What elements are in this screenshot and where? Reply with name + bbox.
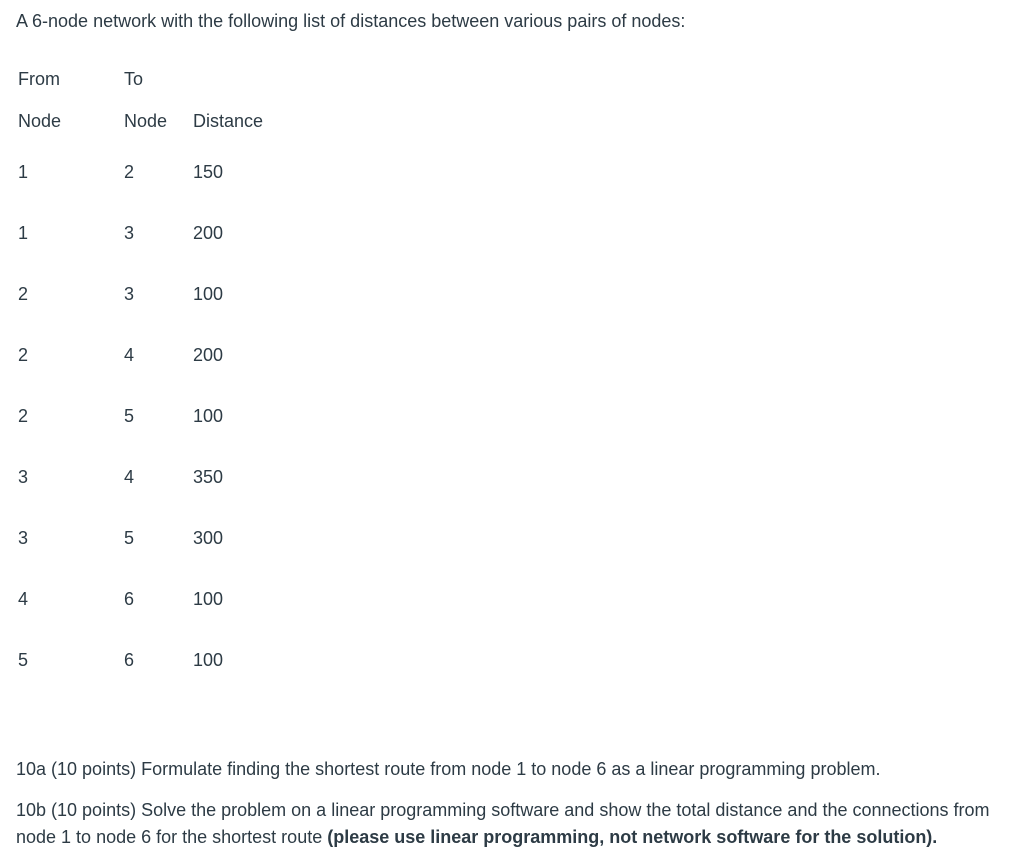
cell-from: 4 (18, 589, 29, 609)
cell-from: 2 (18, 406, 29, 426)
table-header-row-1 (16, 58, 283, 100)
cell-to: 5 (124, 406, 135, 426)
table-row (16, 508, 283, 569)
table-row (16, 386, 283, 447)
header-to: To (124, 68, 144, 89)
cell-distance: 100 (193, 284, 224, 304)
cell-from: 5 (18, 650, 29, 670)
table-row (16, 325, 283, 386)
question-10a: 10a (10 points) Formulate finding the shortest route from node 1 to node 6 as a linear programming problem. (16, 759, 881, 779)
header-to-node: Node (124, 110, 168, 131)
question-10b (16, 797, 1006, 851)
cell-from: 2 (18, 345, 29, 365)
cell-distance: 350 (193, 467, 224, 487)
distance-table (16, 58, 283, 691)
cell-from: 3 (18, 467, 29, 487)
cell-to: 3 (124, 284, 135, 304)
cell-distance: 100 (193, 650, 224, 670)
cell-from: 1 (18, 162, 29, 182)
cell-distance: 100 (193, 406, 224, 426)
cell-to: 6 (124, 650, 135, 670)
cell-to: 5 (124, 528, 135, 548)
cell-from: 3 (18, 528, 29, 548)
table-row (16, 142, 283, 203)
table-header-row-2 (16, 100, 283, 142)
header-from-node: Node (18, 110, 62, 131)
cell-distance: 200 (193, 345, 224, 365)
cell-from: 2 (18, 284, 29, 304)
header-distance: Distance (193, 110, 264, 131)
question-10b-text: 10b (10 points) Solve the problem on a linear programming software and show the total distance and the connections from node 1 to node 6 for the shortest route (16, 800, 990, 847)
table-row (16, 569, 283, 630)
cell-to: 6 (124, 589, 135, 609)
cell-distance: 300 (193, 528, 224, 548)
cell-to: 2 (124, 162, 135, 182)
cell-distance: 150 (193, 162, 224, 182)
intro-text: A 6-node network with the following list of distances between various pairs of nodes: (16, 11, 686, 31)
table-row (16, 630, 283, 691)
cell-to: 4 (124, 345, 135, 365)
cell-to: 4 (124, 467, 135, 487)
cell-from: 1 (18, 223, 29, 243)
question-10b-bold-note: (please use linear programming, not network software for the solution). (327, 827, 938, 847)
cell-distance: 100 (193, 589, 224, 609)
cell-distance: 200 (193, 223, 224, 243)
table-row (16, 264, 283, 325)
cell-to: 3 (124, 223, 135, 243)
header-empty (193, 58, 283, 100)
table-row (16, 447, 283, 508)
header-from: From (18, 68, 60, 89)
table-row (16, 203, 283, 264)
